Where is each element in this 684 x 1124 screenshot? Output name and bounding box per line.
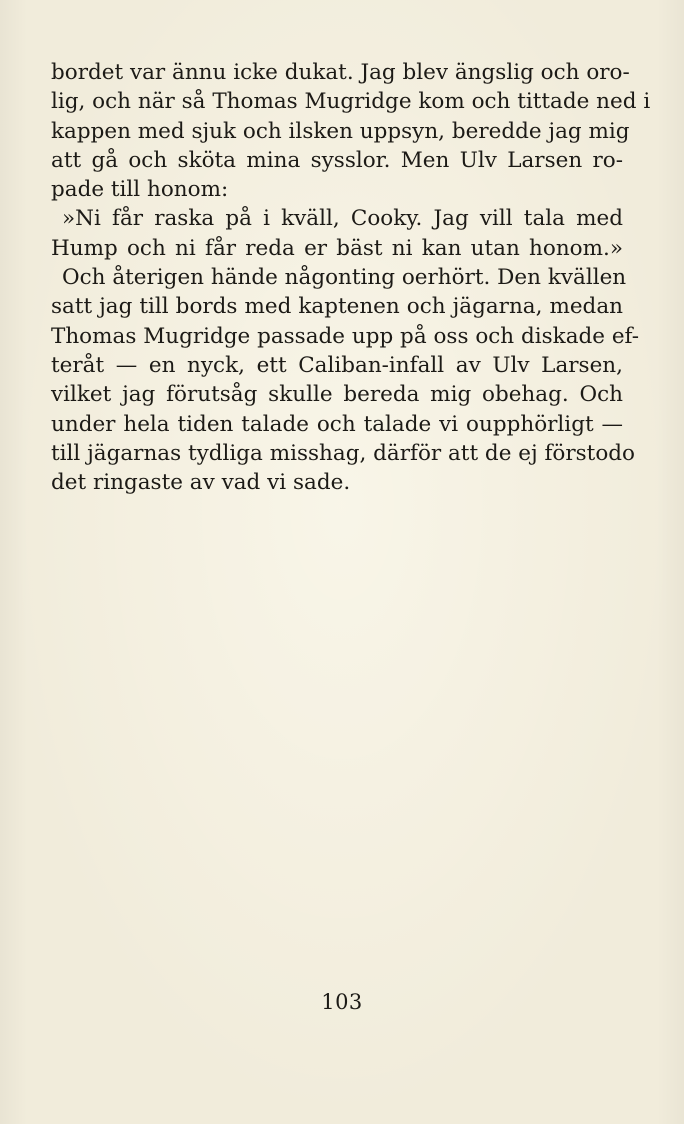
- text-line-4: att gå och sköta mina sysslor. Men Ulv Larsen ro-: [51, 147, 623, 173]
- text-line-15: det ringaste av vad vi sade.: [51, 470, 351, 496]
- text-line-14: till jägarnas tydliga misshag, därför att de ej förstodo: [51, 440, 635, 466]
- body-text: [51, 58, 651, 497]
- text-line-12: vilket jag förutsåg skulle bereda mig obehag. Och: [51, 382, 623, 408]
- text-line-1: bordet var ännu icke dukat. Jag blev ängslig och oro-: [51, 60, 630, 85]
- text-line-10: Thomas Mugridge passade upp på oss och diskade ef-: [51, 323, 640, 349]
- text-line-7: Hump och ni får reda er bäst ni kan utan honom.»: [51, 235, 623, 261]
- page-number: 103: [321, 990, 363, 1014]
- text-line-11: teråt — en nyck, ett Caliban-infall av Ulv Larsen,: [51, 352, 623, 378]
- text-line-5: pade till honom:: [51, 177, 229, 203]
- text-line-9: satt jag till bords med kaptenen och jägarna, medan: [51, 294, 623, 320]
- text-line-8: Och återigen hände någonting oerhört. Den kvällen: [62, 265, 627, 291]
- text-line-3: kappen med sjuk och ilsken uppsyn, beredde jag mig: [51, 118, 630, 144]
- text-line-13: under hela tiden talade och talade vi oupphörligt —: [51, 411, 623, 437]
- text-line-6: »Ni får raska på i kväll, Cooky. Jag vill tala med: [62, 206, 623, 232]
- text-line-2: lig, och när så Thomas Mugridge kom och tittade ned i: [51, 89, 651, 115]
